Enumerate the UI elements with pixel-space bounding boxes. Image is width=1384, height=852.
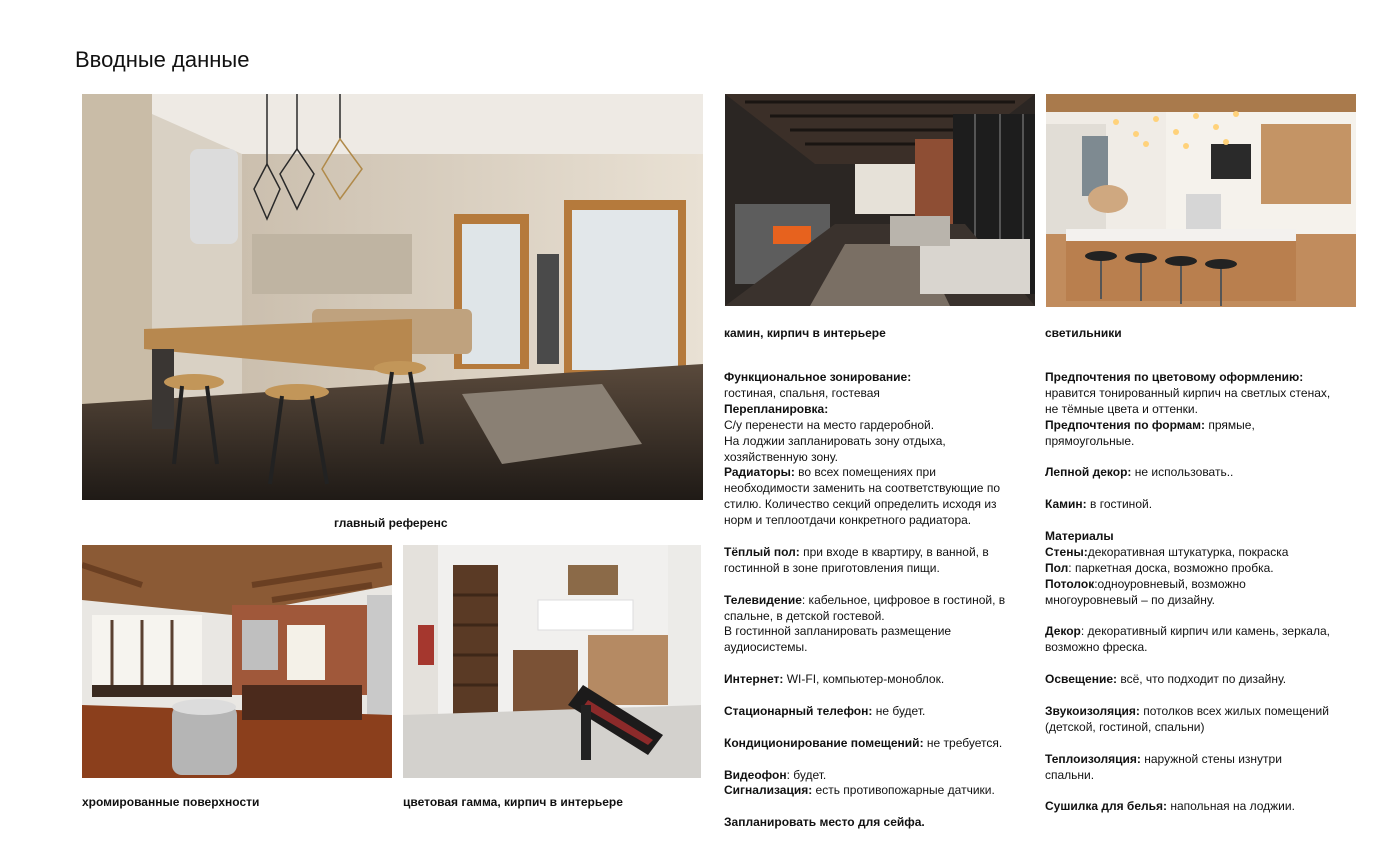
requirement-item xyxy=(724,783,1032,799)
requirement-item xyxy=(1045,561,1353,577)
requirement-item xyxy=(1045,624,1353,656)
requirement-text: не требуется. xyxy=(923,735,1003,750)
spacer xyxy=(1045,783,1353,799)
requirement-line: спальне, в детской гостевой. xyxy=(724,608,885,623)
requirement-line: С/у перенести на место гардеробной. xyxy=(724,417,935,432)
spacer xyxy=(724,688,1032,704)
requirement-label: Пол xyxy=(1045,560,1069,575)
requirement-item xyxy=(724,736,1032,752)
requirement-item xyxy=(1045,418,1353,450)
requirement-text: напольная на лоджии. xyxy=(1167,799,1295,814)
requirement-text: потолков всех жилых помещений xyxy=(1139,703,1329,718)
spacer xyxy=(1045,481,1353,497)
spacer xyxy=(724,529,1032,545)
requirement-line: хозяйственную зону. xyxy=(724,449,838,464)
requirement-label: Телевидение xyxy=(724,592,802,607)
requirement-label: Звукоизоляция: xyxy=(1045,703,1140,718)
requirement-label: Функциональное зонирование: xyxy=(724,370,912,384)
requirement-item xyxy=(724,402,1032,466)
requirement-label: Радиаторы: xyxy=(724,465,795,480)
page-title: Вводные данные xyxy=(75,47,250,72)
requirement-label: Кондиционирование помещений: xyxy=(724,735,924,750)
requirement-label: Камин: xyxy=(1045,497,1087,512)
requirement-item xyxy=(724,465,1032,529)
spacer xyxy=(724,752,1032,768)
spacer xyxy=(1045,609,1353,625)
requirement-text: : декоративный кирпич или камень, зеркала, xyxy=(1080,624,1330,639)
requirement-line: На лоджии запланировать зону отдыха, xyxy=(724,433,946,448)
requirement-item xyxy=(724,593,1032,657)
spacer xyxy=(724,799,1032,815)
requirement-item xyxy=(1045,370,1353,418)
caption-palette: цветовая гамма, кирпич в интерьере xyxy=(403,795,623,809)
requirement-line: стилю. Количество секций определить исходя из xyxy=(724,497,997,512)
requirement-line: возможно фреска. xyxy=(1045,640,1148,655)
requirement-item xyxy=(724,545,1032,577)
requirement-line: гостиная, спальня, гостевая xyxy=(724,385,880,400)
requirement-text: : будет. xyxy=(786,767,827,782)
requirement-text: прямые, xyxy=(1205,417,1255,432)
requirement-line: В гостинной запланировать размещение xyxy=(724,624,952,639)
requirement-label: Сигнализация: xyxy=(724,783,813,798)
requirement-label: Освещение: xyxy=(1045,672,1117,687)
requirement-item xyxy=(1045,529,1353,545)
requirement-line: нравится тонированный кирпич на светлых стенах, xyxy=(1045,385,1331,400)
requirement-line: гостинной в зоне приготовления пищи. xyxy=(724,560,940,575)
spacer xyxy=(724,720,1032,736)
requirement-item xyxy=(1045,672,1353,688)
requirement-item xyxy=(724,672,1032,688)
requirement-text: не будет. xyxy=(872,703,926,718)
requirement-item xyxy=(724,815,1032,831)
caption-lights: светильники xyxy=(1045,326,1122,340)
caption-main-reference: главный референс xyxy=(334,516,448,530)
requirement-label: Видеофон xyxy=(724,767,787,782)
spacer xyxy=(1045,736,1353,752)
spacer xyxy=(724,656,1032,672)
requirement-line: аудиосистемы. xyxy=(724,640,808,655)
requirement-line: (детской, гостиной, спальни) xyxy=(1045,719,1205,734)
requirement-label: Интернет: xyxy=(724,672,784,687)
requirement-item xyxy=(1045,497,1353,513)
requirement-label: Стены: xyxy=(1045,544,1088,559)
requirement-label: Перепланировка: xyxy=(724,401,829,416)
requirement-line: необходимости заменить на соответствующие по xyxy=(724,481,1000,496)
requirement-item xyxy=(1045,577,1353,609)
requirement-text: в гостиной. xyxy=(1086,497,1153,512)
chrome-surfaces-photo xyxy=(82,545,392,778)
lights-photo xyxy=(1046,94,1356,307)
requirement-item xyxy=(1045,752,1353,784)
requirement-label: Запланировать место для сейфа. xyxy=(724,815,925,830)
spacer xyxy=(1045,656,1353,672)
requirement-label: Материалы xyxy=(1045,529,1114,544)
requirement-text: :одноуровневый, возможно xyxy=(1094,576,1246,591)
spacer xyxy=(1045,450,1353,466)
requirement-label: Теплоизоляция: xyxy=(1045,751,1141,766)
requirement-line: не тёмные цвета и оттенки. xyxy=(1045,401,1198,416)
spacer xyxy=(1045,688,1353,704)
requirement-label: Стационарный телефон: xyxy=(724,703,873,718)
requirement-line: прямоугольные. xyxy=(1045,433,1135,448)
palette-brick-photo xyxy=(403,545,701,778)
requirement-item xyxy=(724,768,1032,784)
requirement-item xyxy=(724,704,1032,720)
requirement-label: Декор xyxy=(1045,624,1081,639)
requirement-label: Лепной декор: xyxy=(1045,465,1132,480)
requirement-item xyxy=(1045,465,1353,481)
requirement-line: спальни. xyxy=(1045,767,1095,782)
requirement-text: WI-FI, компьютер-моноблок. xyxy=(783,672,945,687)
requirement-text: наружной стены изнутри xyxy=(1140,751,1282,766)
requirement-label: Потолок xyxy=(1045,576,1095,591)
requirement-text: всё, что подходит по дизайну. xyxy=(1117,672,1287,687)
requirement-item xyxy=(1045,799,1353,815)
requirement-label: Тёплый пол: xyxy=(724,544,800,559)
requirement-line: многоуровневый – по дизайну. xyxy=(1045,592,1215,607)
fireplace-photo xyxy=(725,94,1035,306)
requirement-text: : паркетная доска, возможно пробка. xyxy=(1068,560,1274,575)
spacer xyxy=(1045,513,1353,529)
requirement-text: : кабельное, цифровое в гостиной, в xyxy=(801,592,1006,607)
requirement-label: Сушилка для белья: xyxy=(1045,799,1168,814)
requirement-item xyxy=(1045,704,1353,736)
caption-fireplace: камин, кирпич в интерьере xyxy=(724,326,886,340)
requirement-item xyxy=(1045,545,1353,561)
requirement-text: есть противопожарные датчики. xyxy=(812,783,995,798)
requirement-label: Предпочтения по цветовому оформлению: xyxy=(1045,370,1304,384)
requirements-column-right xyxy=(1045,370,1353,815)
requirement-text: во всех помещениях при xyxy=(794,465,936,480)
requirements-column-middle xyxy=(724,370,1032,831)
requirement-item xyxy=(724,370,1032,402)
requirement-label: Предпочтения по формам: xyxy=(1045,417,1206,432)
requirement-text: не использовать.. xyxy=(1131,465,1234,480)
requirement-text: декоративная штукатурка, покраска xyxy=(1087,544,1289,559)
caption-chrome: хромированные поверхности xyxy=(82,795,260,809)
requirement-text: при входе в квартиру, в ванной, в xyxy=(799,544,989,559)
main-reference-photo xyxy=(82,94,703,500)
requirement-line: норм и теплоотдачи конкретного радиатора. xyxy=(724,513,972,528)
spacer xyxy=(724,577,1032,593)
